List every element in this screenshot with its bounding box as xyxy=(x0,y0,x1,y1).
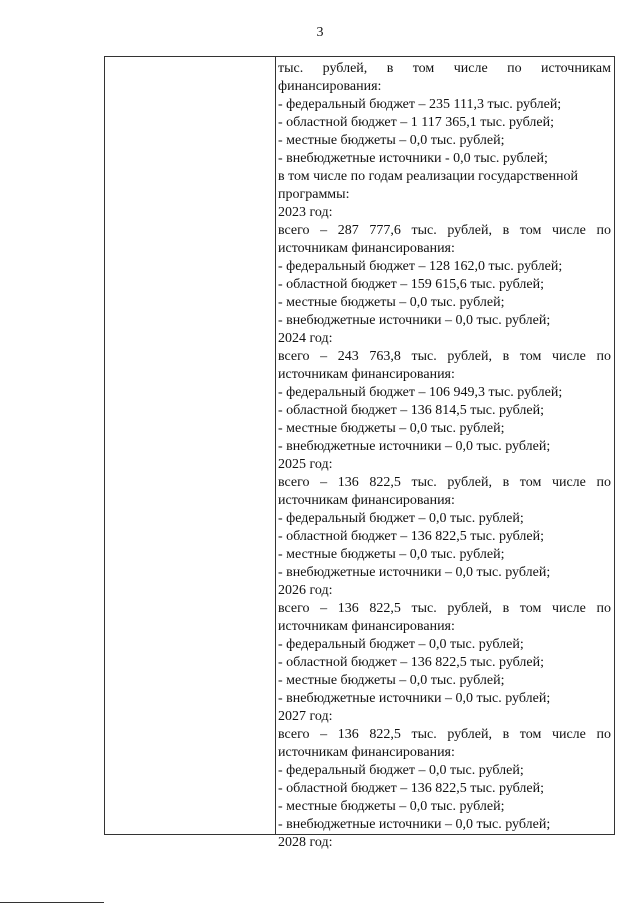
text-line: в том числе по годам реализации государственной xyxy=(278,169,578,184)
text-line: 2028 год: xyxy=(278,835,333,850)
text-line: источникам финансирования: xyxy=(278,493,455,508)
text-line: всего – 136 822,5 тыс. рублей, в том числе по xyxy=(278,601,611,616)
text-line: - местные бюджеты – 0,0 тыс. рублей; xyxy=(278,295,505,310)
text-line: - местные бюджеты – 0,0 тыс. рублей; xyxy=(278,421,505,436)
text-line: источникам финансирования: xyxy=(278,367,455,382)
text-line: - федеральный бюджет – 128 162,0 тыс. рублей; xyxy=(278,259,563,274)
text-line: - федеральный бюджет – 0,0 тыс. рублей; xyxy=(278,637,524,652)
text-line: - местные бюджеты – 0,0 тыс. рублей; xyxy=(278,799,505,814)
text-line: - федеральный бюджет – 0,0 тыс. рублей; xyxy=(278,763,524,778)
text-line: - внебюджетные источники - 0,0 тыс. рублей; xyxy=(278,151,548,166)
text-line: источникам финансирования: xyxy=(278,241,455,256)
text-line: - внебюджетные источники – 0,0 тыс. рублей; xyxy=(278,313,551,328)
text-line: всего – 287 777,6 тыс. рублей, в том числе по xyxy=(278,223,611,238)
text-line: всего – 243 763,8 тыс. рублей, в том числе по xyxy=(278,349,611,364)
footnote-divider xyxy=(0,902,104,903)
text-line: - местные бюджеты – 0,0 тыс. рублей; xyxy=(278,673,505,688)
text-line: 2027 год: xyxy=(278,709,333,724)
text-line: финансирования: xyxy=(278,79,382,94)
text-line: - внебюджетные источники – 0,0 тыс. рублей; xyxy=(278,439,551,454)
text-line: всего – 136 822,5 тыс. рублей, в том числе по xyxy=(278,727,611,742)
funding-table xyxy=(104,56,615,850)
text-line: - областной бюджет – 136 822,5 тыс. рублей; xyxy=(278,529,544,544)
text-line: 2023 год: xyxy=(278,205,333,220)
table-left-cell xyxy=(105,57,276,834)
table-right-cell xyxy=(276,60,614,850)
text-line: 2024 год: xyxy=(278,331,333,346)
text-line: 2025 год: xyxy=(278,457,333,472)
text-line: - федеральный бюджет – 106 949,3 тыс. рублей; xyxy=(278,385,563,400)
text-line: - местные бюджеты – 0,0 тыс. рублей; xyxy=(278,133,505,148)
text-line: - внебюджетные источники – 0,0 тыс. рублей; xyxy=(278,691,551,706)
text-line: тыс. рублей, в том числе по источникам xyxy=(278,61,611,76)
text-line: - областной бюджет – 159 615,6 тыс. рублей; xyxy=(278,277,544,292)
text-line: всего – 136 822,5 тыс. рублей, в том числе по xyxy=(278,475,611,490)
text-line: - областной бюджет – 136 814,5 тыс. рублей; xyxy=(278,403,544,418)
text-line: источникам финансирования: xyxy=(278,745,455,760)
text-line: - федеральный бюджет – 0,0 тыс. рублей; xyxy=(278,511,524,526)
text-line: 2026 год: xyxy=(278,583,333,598)
text-line: - внебюджетные источники – 0,0 тыс. рублей; xyxy=(278,565,551,580)
text-line: - областной бюджет – 136 822,5 тыс. рублей; xyxy=(278,781,544,796)
text-line: - областной бюджет – 136 822,5 тыс. рублей; xyxy=(278,655,544,670)
text-line: - местные бюджеты – 0,0 тыс. рублей; xyxy=(278,547,505,562)
page-number: 3 xyxy=(316,25,324,40)
text-line: программы: xyxy=(278,187,350,202)
text-line: - внебюджетные источники – 0,0 тыс. рублей; xyxy=(278,817,551,832)
text-line: - областной бюджет – 1 117 365,1 тыс. рублей; xyxy=(278,115,554,130)
text-line: - федеральный бюджет – 235 111,3 тыс. рублей; xyxy=(278,97,562,112)
text-line: источникам финансирования: xyxy=(278,619,455,634)
